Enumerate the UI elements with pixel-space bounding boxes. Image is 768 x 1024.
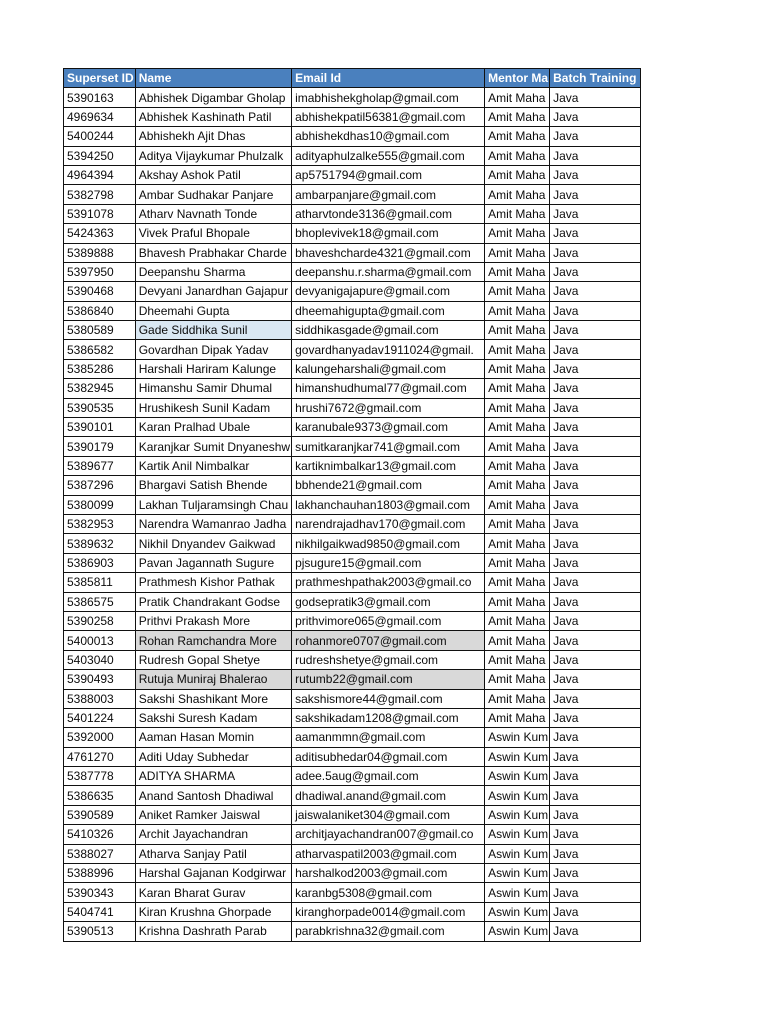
table-row [64, 88, 641, 107]
table-row [64, 902, 641, 921]
cell-superset-id: 5390589 [64, 805, 136, 824]
cell-batch: Java [550, 864, 641, 883]
cell-email: govardhanyadav1911024@gmail. [292, 340, 485, 359]
table-row [64, 650, 641, 669]
cell-mentor: Amit Maha [485, 359, 550, 378]
cell-mentor: Aswin Kum [485, 825, 550, 844]
cell-batch: Java [550, 728, 641, 747]
col-header-name: Name [135, 69, 291, 88]
table-row [64, 728, 641, 747]
cell-superset-id: 4964394 [64, 165, 136, 184]
cell-superset-id: 5386840 [64, 301, 136, 320]
cell-name: Dheemahi Gupta [135, 301, 291, 320]
cell-email: prithvimore065@gmail.com [292, 611, 485, 630]
cell-name: Pratik Chandrakant Godse [135, 592, 291, 611]
cell-mentor: Amit Maha [485, 670, 550, 689]
cell-superset-id: 5410326 [64, 825, 136, 844]
col-header-email-id: Email Id [292, 69, 485, 88]
cell-email: aditisubhedar04@gmail.com [292, 747, 485, 766]
cell-name: Himanshu Samir Dhumal [135, 379, 291, 398]
cell-superset-id: 5404741 [64, 902, 136, 921]
table-row [64, 476, 641, 495]
cell-superset-id: 5400013 [64, 631, 136, 650]
cell-email: rutumb22@gmail.com [292, 670, 485, 689]
cell-mentor: Amit Maha [485, 243, 550, 262]
table-row [64, 107, 641, 126]
table-row [64, 321, 641, 340]
cell-superset-id: 5386582 [64, 340, 136, 359]
cell-superset-id: 5424363 [64, 224, 136, 243]
cell-mentor: Aswin Kum [485, 844, 550, 863]
cell-superset-id: 5382945 [64, 379, 136, 398]
cell-superset-id: 4969634 [64, 107, 136, 126]
col-header-mentor: Mentor Ma [485, 69, 550, 88]
cell-mentor: Amit Maha [485, 107, 550, 126]
cell-name: Devyani Janardhan Gajapur [135, 282, 291, 301]
cell-superset-id: 5390163 [64, 88, 136, 107]
cell-name: Sakshi Shashikant More [135, 689, 291, 708]
cell-mentor: Amit Maha [485, 301, 550, 320]
cell-mentor: Amit Maha [485, 708, 550, 727]
table-body [64, 88, 641, 941]
cell-name: Kartik Anil Nimbalkar [135, 456, 291, 475]
cell-name: Narendra Wamanrao Jadha [135, 514, 291, 533]
cell-superset-id: 5388027 [64, 844, 136, 863]
cell-mentor: Amit Maha [485, 514, 550, 533]
cell-batch: Java [550, 398, 641, 417]
cell-name: ADITYA SHARMA [135, 767, 291, 786]
cell-name: Hrushikesh Sunil Kadam [135, 398, 291, 417]
cell-batch: Java [550, 553, 641, 572]
table-row [64, 301, 641, 320]
cell-name: Deepanshu Sharma [135, 262, 291, 281]
table-row [64, 495, 641, 514]
cell-email: ap5751794@gmail.com [292, 165, 485, 184]
cell-mentor: Aswin Kum [485, 902, 550, 921]
cell-name: Prathmesh Kishor Pathak [135, 573, 291, 592]
cell-name: Prithvi Prakash More [135, 611, 291, 630]
cell-superset-id: 5388996 [64, 864, 136, 883]
cell-batch: Java [550, 107, 641, 126]
cell-batch: Java [550, 514, 641, 533]
cell-name: Harshali Hariram Kalunge [135, 359, 291, 378]
cell-superset-id: 5390468 [64, 282, 136, 301]
col-header-batch-training: Batch Training [550, 69, 641, 88]
cell-batch: Java [550, 689, 641, 708]
cell-mentor: Amit Maha [485, 456, 550, 475]
cell-email: aamanmmn@gmail.com [292, 728, 485, 747]
cell-batch: Java [550, 747, 641, 766]
cell-name: Akshay Ashok Patil [135, 165, 291, 184]
cell-superset-id: 5403040 [64, 650, 136, 669]
header-row [64, 69, 641, 88]
table-row [64, 922, 641, 941]
cell-batch: Java [550, 321, 641, 340]
cell-name: Aaman Hasan Momin [135, 728, 291, 747]
table-row [64, 534, 641, 553]
table-row [64, 844, 641, 863]
cell-email: pjsugure15@gmail.com [292, 553, 485, 572]
cell-email: adityaphulzalke555@gmail.com [292, 146, 485, 165]
table-row [64, 883, 641, 902]
cell-email: dheemahigupta@gmail.com [292, 301, 485, 320]
cell-batch: Java [550, 185, 641, 204]
cell-batch: Java [550, 243, 641, 262]
cell-mentor: Amit Maha [485, 165, 550, 184]
table-row [64, 708, 641, 727]
cell-email: harshalkod2003@gmail.com [292, 864, 485, 883]
cell-email: nikhilgaikwad9850@gmail.com [292, 534, 485, 553]
cell-batch: Java [550, 786, 641, 805]
cell-mentor: Amit Maha [485, 321, 550, 340]
cell-name: Harshal Gajanan Kodgirwar [135, 864, 291, 883]
cell-email: adee.5aug@gmail.com [292, 767, 485, 786]
table-row [64, 456, 641, 475]
cell-batch: Java [550, 495, 641, 514]
cell-email: bhaveshcharde4321@gmail.com [292, 243, 485, 262]
cell-batch: Java [550, 127, 641, 146]
cell-superset-id: 5397950 [64, 262, 136, 281]
table-row [64, 359, 641, 378]
cell-email: deepanshu.r.sharma@gmail.com [292, 262, 485, 281]
cell-name: Bhavesh Prabhakar Charde [135, 243, 291, 262]
cell-batch: Java [550, 282, 641, 301]
cell-email: karanubale9373@gmail.com [292, 418, 485, 437]
cell-email: jaiswalaniket304@gmail.com [292, 805, 485, 824]
cell-batch: Java [550, 534, 641, 553]
cell-batch: Java [550, 165, 641, 184]
cell-batch: Java [550, 631, 641, 650]
cell-email: sakshismore44@gmail.com [292, 689, 485, 708]
cell-batch: Java [550, 359, 641, 378]
cell-email: lakhanchauhan1803@gmail.com [292, 495, 485, 514]
cell-mentor: Aswin Kum [485, 883, 550, 902]
cell-batch: Java [550, 825, 641, 844]
cell-batch: Java [550, 340, 641, 359]
table-row [64, 611, 641, 630]
cell-mentor: Amit Maha [485, 262, 550, 281]
cell-mentor: Aswin Kum [485, 864, 550, 883]
cell-superset-id: 5391078 [64, 204, 136, 223]
cell-mentor: Amit Maha [485, 553, 550, 572]
table-row [64, 146, 641, 165]
cell-mentor: Aswin Kum [485, 786, 550, 805]
cell-batch: Java [550, 592, 641, 611]
cell-email: devyanigajapure@gmail.com [292, 282, 485, 301]
cell-mentor: Amit Maha [485, 185, 550, 204]
cell-mentor: Amit Maha [485, 495, 550, 514]
cell-name: Gade Siddhika Sunil [135, 321, 291, 340]
cell-batch: Java [550, 883, 641, 902]
cell-superset-id: 5392000 [64, 728, 136, 747]
cell-email: abhishekdhas10@gmail.com [292, 127, 485, 146]
table-row [64, 805, 641, 824]
table-row [64, 767, 641, 786]
cell-name: Karanjkar Sumit Dnyaneshw [135, 437, 291, 456]
cell-batch: Java [550, 418, 641, 437]
table-row [64, 243, 641, 262]
cell-superset-id: 5401224 [64, 708, 136, 727]
table-row [64, 514, 641, 533]
cell-batch: Java [550, 204, 641, 223]
cell-mentor: Amit Maha [485, 534, 550, 553]
cell-mentor: Amit Maha [485, 573, 550, 592]
cell-superset-id: 5390493 [64, 670, 136, 689]
cell-superset-id: 5388003 [64, 689, 136, 708]
cell-name: Aniket Ramker Jaiswal [135, 805, 291, 824]
cell-email: kiranghorpade0014@gmail.com [292, 902, 485, 921]
cell-batch: Java [550, 922, 641, 941]
table-row [64, 262, 641, 281]
cell-mentor: Amit Maha [485, 204, 550, 223]
cell-name: Aditya Vijaykumar Phulzalk [135, 146, 291, 165]
cell-email: ambarpanjare@gmail.com [292, 185, 485, 204]
cell-superset-id: 5385811 [64, 573, 136, 592]
cell-name: Karan Bharat Gurav [135, 883, 291, 902]
cell-superset-id: 5390179 [64, 437, 136, 456]
cell-superset-id: 5382798 [64, 185, 136, 204]
cell-name: Ambar Sudhakar Panjare [135, 185, 291, 204]
cell-batch: Java [550, 476, 641, 495]
cell-batch: Java [550, 88, 641, 107]
cell-mentor: Amit Maha [485, 437, 550, 456]
cell-mentor: Amit Maha [485, 631, 550, 650]
table-row [64, 747, 641, 766]
cell-mentor: Aswin Kum [485, 767, 550, 786]
cell-name: Bhargavi Satish Bhende [135, 476, 291, 495]
cell-email: himanshudhumal77@gmail.com [292, 379, 485, 398]
table-row [64, 631, 641, 650]
cell-name: Vivek Praful Bhopale [135, 224, 291, 243]
cell-mentor: Amit Maha [485, 611, 550, 630]
cell-batch: Java [550, 902, 641, 921]
cell-superset-id: 5380589 [64, 321, 136, 340]
table-row [64, 379, 641, 398]
cell-mentor: Amit Maha [485, 224, 550, 243]
cell-email: atharvtonde3136@gmail.com [292, 204, 485, 223]
cell-email: sumitkaranjkar741@gmail.com [292, 437, 485, 456]
cell-name: Pavan Jagannath Sugure [135, 553, 291, 572]
table-row [64, 204, 641, 223]
table-row [64, 437, 641, 456]
table-row [64, 553, 641, 572]
cell-name: Anand Santosh Dhadiwal [135, 786, 291, 805]
cell-mentor: Amit Maha [485, 146, 550, 165]
cell-batch: Java [550, 146, 641, 165]
table-row [64, 165, 641, 184]
cell-batch: Java [550, 437, 641, 456]
cell-batch: Java [550, 650, 641, 669]
cell-batch: Java [550, 379, 641, 398]
cell-email: atharvaspatil2003@gmail.com [292, 844, 485, 863]
cell-name: Kiran Krushna Ghorpade [135, 902, 291, 921]
cell-batch: Java [550, 844, 641, 863]
cell-superset-id: 5389677 [64, 456, 136, 475]
cell-email: godsepratik3@gmail.com [292, 592, 485, 611]
cell-email: imabhishekgholap@gmail.com [292, 88, 485, 107]
cell-mentor: Amit Maha [485, 127, 550, 146]
cell-superset-id: 5380099 [64, 495, 136, 514]
cell-batch: Java [550, 767, 641, 786]
cell-mentor: Amit Maha [485, 398, 550, 417]
cell-superset-id: 5385286 [64, 359, 136, 378]
cell-mentor: Amit Maha [485, 282, 550, 301]
table-row [64, 127, 641, 146]
cell-name: Abhishekh Ajit Dhas [135, 127, 291, 146]
cell-email: narendrajadhav170@gmail.com [292, 514, 485, 533]
col-header-superset-id: Superset ID [64, 69, 136, 88]
table-row [64, 418, 641, 437]
cell-name: Atharva Sanjay Patil [135, 844, 291, 863]
cell-name: Krishna Dashrath Parab [135, 922, 291, 941]
cell-name: Govardhan Dipak Yadav [135, 340, 291, 359]
table-row [64, 282, 641, 301]
cell-name: Abhishek Digambar Gholap [135, 88, 291, 107]
cell-email: karanbg5308@gmail.com [292, 883, 485, 902]
cell-name: Rutuja Muniraj Bhalerao [135, 670, 291, 689]
table-row [64, 864, 641, 883]
cell-batch: Java [550, 262, 641, 281]
document-page [63, 68, 641, 942]
table-row [64, 689, 641, 708]
cell-email: hrushi7672@gmail.com [292, 398, 485, 417]
cell-batch: Java [550, 708, 641, 727]
cell-mentor: Amit Maha [485, 592, 550, 611]
cell-name: Lakhan Tuljaramsingh Chau [135, 495, 291, 514]
cell-superset-id: 4761270 [64, 747, 136, 766]
cell-superset-id: 5389632 [64, 534, 136, 553]
table-row [64, 573, 641, 592]
cell-mentor: Amit Maha [485, 476, 550, 495]
cell-mentor: Aswin Kum [485, 805, 550, 824]
cell-mentor: Amit Maha [485, 650, 550, 669]
cell-superset-id: 5382953 [64, 514, 136, 533]
cell-email: dhadiwal.anand@gmail.com [292, 786, 485, 805]
cell-mentor: Aswin Kum [485, 747, 550, 766]
cell-email: kartiknimbalkar13@gmail.com [292, 456, 485, 475]
cell-email: architjayachandran007@gmail.co [292, 825, 485, 844]
cell-name: Karan Pralhad Ubale [135, 418, 291, 437]
cell-mentor: Amit Maha [485, 689, 550, 708]
cell-name: Aditi Uday Subhedar [135, 747, 291, 766]
cell-email: abhishekpatil56381@gmail.com [292, 107, 485, 126]
cell-email: kalungeharshali@gmail.com [292, 359, 485, 378]
cell-superset-id: 5389888 [64, 243, 136, 262]
trainees-table [63, 68, 641, 942]
cell-email: rohanmore0707@gmail.com [292, 631, 485, 650]
cell-name: Sakshi Suresh Kadam [135, 708, 291, 727]
cell-batch: Java [550, 670, 641, 689]
cell-name: Rudresh Gopal Shetye [135, 650, 291, 669]
table-row [64, 185, 641, 204]
table-row [64, 825, 641, 844]
cell-superset-id: 5390101 [64, 418, 136, 437]
table-row [64, 398, 641, 417]
cell-email: prathmeshpathak2003@gmail.co [292, 573, 485, 592]
table-row [64, 592, 641, 611]
cell-batch: Java [550, 456, 641, 475]
cell-batch: Java [550, 224, 641, 243]
cell-mentor: Amit Maha [485, 418, 550, 437]
cell-superset-id: 5390343 [64, 883, 136, 902]
cell-superset-id: 5386903 [64, 553, 136, 572]
table-row [64, 786, 641, 805]
table-row [64, 340, 641, 359]
cell-email: parabkrishna32@gmail.com [292, 922, 485, 941]
cell-superset-id: 5400244 [64, 127, 136, 146]
cell-name: Archit Jayachandran [135, 825, 291, 844]
cell-batch: Java [550, 573, 641, 592]
cell-superset-id: 5386575 [64, 592, 136, 611]
cell-batch: Java [550, 611, 641, 630]
cell-email: rudreshshetye@gmail.com [292, 650, 485, 669]
cell-batch: Java [550, 805, 641, 824]
cell-name: Nikhil Dnyandev Gaikwad [135, 534, 291, 553]
cell-email: bhoplevivek18@gmail.com [292, 224, 485, 243]
cell-name: Atharv Navnath Tonde [135, 204, 291, 223]
cell-mentor: Amit Maha [485, 340, 550, 359]
cell-email: siddhikasgade@gmail.com [292, 321, 485, 340]
cell-superset-id: 5387778 [64, 767, 136, 786]
cell-name: Abhishek Kashinath Patil [135, 107, 291, 126]
cell-name: Rohan Ramchandra More [135, 631, 291, 650]
cell-superset-id: 5394250 [64, 146, 136, 165]
cell-superset-id: 5387296 [64, 476, 136, 495]
cell-superset-id: 5390258 [64, 611, 136, 630]
cell-mentor: Amit Maha [485, 379, 550, 398]
cell-mentor: Aswin Kum [485, 922, 550, 941]
cell-batch: Java [550, 301, 641, 320]
cell-mentor: Amit Maha [485, 88, 550, 107]
cell-superset-id: 5390513 [64, 922, 136, 941]
cell-mentor: Aswin Kum [485, 728, 550, 747]
table-row [64, 224, 641, 243]
cell-email: sakshikadam1208@gmail.com [292, 708, 485, 727]
cell-superset-id: 5390535 [64, 398, 136, 417]
cell-superset-id: 5386635 [64, 786, 136, 805]
table-row [64, 670, 641, 689]
cell-email: bbhende21@gmail.com [292, 476, 485, 495]
